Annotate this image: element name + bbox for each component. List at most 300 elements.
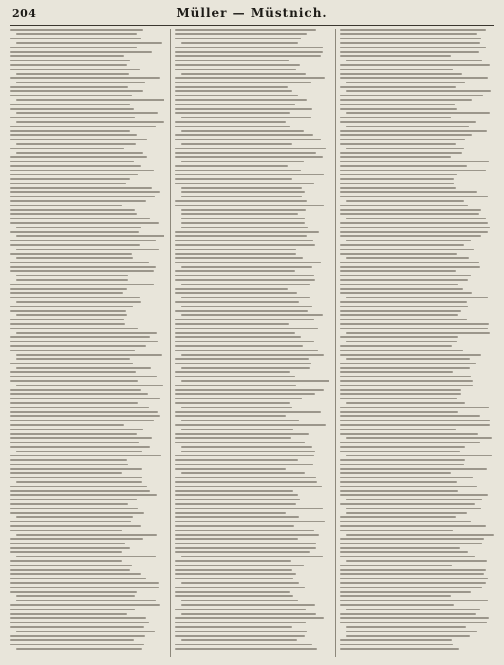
running-head: Müller — Müstnich. <box>176 6 328 20</box>
entry-line <box>175 156 323 158</box>
entry-line <box>340 481 457 483</box>
entry-line <box>340 424 490 426</box>
entry-line <box>340 174 457 176</box>
entry-line <box>181 218 305 220</box>
entry-line <box>175 319 314 321</box>
entry-line <box>175 547 316 549</box>
entry-line <box>10 565 132 567</box>
entry-line <box>340 407 489 409</box>
entry-line <box>340 639 452 641</box>
entry-line <box>10 244 140 246</box>
entry-line <box>340 398 457 400</box>
entry-line <box>340 42 480 44</box>
entry-line <box>175 512 286 514</box>
entry-line <box>175 534 319 536</box>
entry-line <box>175 464 313 466</box>
entry-line <box>340 187 456 189</box>
entry-line <box>181 209 306 211</box>
entry-line <box>10 200 146 202</box>
entry-line <box>340 516 456 518</box>
entry-line <box>10 213 137 215</box>
entry-line <box>16 73 129 75</box>
entry-line <box>346 609 480 611</box>
entry-line <box>10 209 135 211</box>
entry-line <box>340 29 486 31</box>
entry-line <box>175 644 312 646</box>
entry-line <box>340 143 456 145</box>
entry-line <box>10 130 130 132</box>
entry-line <box>181 143 292 145</box>
entry-line <box>175 55 321 57</box>
entry-line <box>10 455 161 457</box>
entry-line <box>175 433 309 435</box>
entry-line <box>10 622 149 624</box>
entry-line <box>16 33 137 35</box>
entry-line <box>340 121 476 123</box>
entry-line <box>10 350 135 352</box>
entry-line <box>340 591 471 593</box>
entry-line <box>16 152 143 154</box>
entry-line <box>340 371 453 373</box>
entry-line <box>175 336 301 338</box>
entry-line <box>10 161 134 163</box>
header-rule <box>10 25 494 26</box>
entry-line <box>10 292 123 294</box>
entry-line <box>346 437 492 439</box>
entry-line <box>181 407 292 409</box>
entry-line <box>175 108 312 110</box>
entry-line <box>340 547 460 549</box>
entry-line <box>10 494 157 496</box>
entry-line <box>175 253 296 255</box>
entry-line <box>10 639 134 641</box>
entry-line <box>340 117 451 119</box>
entry-line <box>340 134 472 136</box>
entry-line <box>175 376 295 378</box>
entry-line <box>340 270 456 272</box>
entry-line <box>346 635 470 637</box>
entry-line <box>181 227 308 229</box>
entry-line <box>10 336 150 338</box>
entry-line <box>175 415 286 417</box>
entry-line <box>10 156 147 158</box>
entry-line <box>175 112 290 114</box>
entry-line <box>10 446 150 448</box>
entry-line <box>16 143 136 145</box>
entry-line <box>16 257 133 259</box>
entry-line <box>10 503 128 505</box>
entry-line <box>340 64 490 66</box>
entry-line <box>10 178 130 180</box>
entry-line <box>340 178 454 180</box>
entry-line <box>175 205 324 207</box>
directory-columns <box>10 29 494 657</box>
entry-line <box>10 205 122 207</box>
entry-line <box>16 595 135 597</box>
entry-line <box>181 429 293 431</box>
entry-line <box>10 468 142 470</box>
entry-line <box>16 556 156 558</box>
entry-line <box>181 213 298 215</box>
entry-line <box>10 477 142 479</box>
entry-line <box>181 600 298 602</box>
entry-line <box>10 407 149 409</box>
entry-line <box>10 420 154 422</box>
entry-line <box>10 587 159 589</box>
entry-line <box>181 222 305 224</box>
entry-line <box>175 77 325 79</box>
entry-line <box>175 609 306 611</box>
entry-line <box>175 631 307 633</box>
entry-line <box>340 380 473 382</box>
entry-line <box>10 345 146 347</box>
entry-line <box>175 648 317 650</box>
entry-line <box>10 371 136 373</box>
entry-line <box>181 582 299 584</box>
entry-line <box>10 582 159 584</box>
entry-line <box>10 196 155 198</box>
entry-line <box>10 543 125 545</box>
entry-line <box>340 345 452 347</box>
entry-line <box>340 486 477 488</box>
entry-line <box>10 218 150 220</box>
entry-line <box>10 240 156 242</box>
entry-line <box>175 33 307 35</box>
entry-line <box>346 218 486 220</box>
entry-line <box>340 319 467 321</box>
entry-line <box>181 604 315 606</box>
entry-line <box>175 459 298 461</box>
entry-line <box>175 99 307 101</box>
entry-line <box>175 402 290 404</box>
entry-line <box>10 429 143 431</box>
entry-line <box>175 332 295 334</box>
entry-line <box>10 187 152 189</box>
entry-line <box>175 389 324 391</box>
entry-line <box>346 402 465 404</box>
entry-line <box>10 551 122 553</box>
entry-line <box>175 341 314 343</box>
entry-line <box>10 306 133 308</box>
entry-line <box>181 306 312 308</box>
entry-line <box>10 437 152 439</box>
entry-line <box>175 363 311 365</box>
entry-line <box>175 323 289 325</box>
entry-line <box>175 358 309 360</box>
entry-line <box>346 148 464 150</box>
entry-line <box>10 512 144 514</box>
entry-line <box>175 275 314 277</box>
entry-line <box>175 29 316 31</box>
entry-line <box>181 420 299 422</box>
entry-line <box>175 279 315 281</box>
entry-line <box>340 227 490 229</box>
entry-line <box>175 95 298 97</box>
entry-line <box>10 459 127 461</box>
entry-line <box>16 301 141 303</box>
entry-line <box>10 464 128 466</box>
entry-line <box>175 51 323 53</box>
entry-line <box>10 442 139 444</box>
entry-line <box>181 266 312 268</box>
entry-line <box>175 481 317 483</box>
entry-line <box>175 499 300 501</box>
entry-line <box>175 235 307 237</box>
entry-line <box>175 626 292 628</box>
entry-line <box>16 600 156 602</box>
entry-line <box>16 631 155 633</box>
entry-line <box>181 196 302 198</box>
entry-line <box>340 622 487 624</box>
entry-line <box>175 69 296 71</box>
entry-line <box>340 393 461 395</box>
entry-line <box>346 112 490 114</box>
entry-line <box>346 257 469 259</box>
entry-line <box>181 161 304 163</box>
entry-line <box>181 472 305 474</box>
entry-line <box>16 516 133 518</box>
entry-line <box>340 494 488 496</box>
entry-line <box>340 525 486 527</box>
entry-line <box>175 477 316 479</box>
entry-line <box>175 521 325 523</box>
entry-line <box>340 104 455 106</box>
entry-line <box>175 148 326 150</box>
entry-line <box>10 55 124 57</box>
entry-line <box>16 82 145 84</box>
entry-line <box>340 47 486 49</box>
entry-line <box>340 253 457 255</box>
entry-line <box>16 275 128 277</box>
entry-line <box>10 525 141 527</box>
entry-line <box>175 183 314 185</box>
entry-line <box>340 459 465 461</box>
entry-line <box>16 99 164 101</box>
entry-line <box>346 560 487 562</box>
entry-line <box>175 411 321 413</box>
entry-line <box>346 297 488 299</box>
entry-line <box>10 222 159 224</box>
entry-line <box>340 472 451 474</box>
entry-line <box>10 376 157 378</box>
entry-line <box>181 556 323 558</box>
entry-line <box>175 560 291 562</box>
entry-line <box>10 51 152 53</box>
entry-line <box>16 42 162 44</box>
entry-line <box>175 371 290 373</box>
entry-line <box>175 587 305 589</box>
entry-line <box>175 200 307 202</box>
entry-line <box>10 490 150 492</box>
entry-line <box>10 253 132 255</box>
entry-line <box>10 38 141 40</box>
entry-line <box>16 354 162 356</box>
entry-line <box>346 455 492 457</box>
entry-line <box>10 644 144 646</box>
entry-line <box>10 64 127 66</box>
entry-line <box>10 389 141 391</box>
entry-line <box>346 126 469 128</box>
entry-line <box>10 626 144 628</box>
entry-line <box>340 644 453 646</box>
entry-line <box>340 582 486 584</box>
entry-line <box>340 51 479 53</box>
entry-line <box>340 565 452 567</box>
entry-line <box>340 183 454 185</box>
entry-line <box>16 385 163 387</box>
entry-line <box>10 380 138 382</box>
entry-line <box>340 213 479 215</box>
entry-line <box>340 556 475 558</box>
entry-line <box>346 82 465 84</box>
entry-line <box>181 380 329 382</box>
entry-line <box>10 341 158 343</box>
entry-line <box>175 231 319 233</box>
entry-line <box>346 534 494 536</box>
entry-line <box>16 332 157 334</box>
entry-line <box>175 262 321 264</box>
entry-line <box>10 170 154 172</box>
entry-line <box>340 73 462 75</box>
entry-line <box>340 222 488 224</box>
entry-line <box>10 499 137 501</box>
entry-line <box>346 90 491 92</box>
entry-line <box>10 393 148 395</box>
entry-line <box>340 538 484 540</box>
entry-line <box>10 95 132 97</box>
entry-line <box>16 481 142 483</box>
entry-line <box>175 178 292 180</box>
entry-line <box>346 508 481 510</box>
entry-line <box>10 538 143 540</box>
entry-line <box>175 468 286 470</box>
entry-line <box>175 573 296 575</box>
entry-line <box>181 73 306 75</box>
entry-line <box>346 341 457 343</box>
column-right <box>335 29 494 657</box>
entry-line <box>175 494 298 496</box>
entry-line <box>10 591 137 593</box>
entry-line <box>181 354 324 356</box>
entry-line <box>340 468 487 470</box>
entry-line <box>10 270 154 272</box>
entry-line <box>10 183 126 185</box>
entry-line <box>175 393 315 395</box>
entry-line <box>340 139 465 141</box>
page-header <box>10 6 494 24</box>
entry-line <box>10 433 137 435</box>
entry-line <box>340 551 468 553</box>
entry-line <box>340 328 488 330</box>
entry-line <box>175 292 297 294</box>
entry-line <box>340 99 472 101</box>
entry-line <box>175 578 293 580</box>
entry-line <box>175 240 313 242</box>
entry-line <box>10 363 133 365</box>
entry-line <box>340 451 460 453</box>
entry-line <box>10 288 127 290</box>
entry-line <box>175 508 323 510</box>
entry-line <box>175 516 299 518</box>
entry-line <box>175 398 302 400</box>
entry-line <box>340 152 462 154</box>
entry-line <box>340 69 453 71</box>
entry-line <box>340 55 451 57</box>
entry-line <box>16 227 141 229</box>
entry-line <box>10 617 146 619</box>
entry-line <box>340 521 471 523</box>
entry-line <box>175 622 306 624</box>
entry-line <box>10 108 134 110</box>
entry-line <box>175 165 288 167</box>
entry-line <box>340 587 482 589</box>
entry-line <box>10 165 141 167</box>
entry-line <box>10 547 130 549</box>
entry-line <box>340 249 474 251</box>
entry-line <box>175 595 293 597</box>
entry-line <box>175 565 304 567</box>
entry-line <box>10 174 138 176</box>
entry-line <box>181 187 302 189</box>
entry-line <box>175 617 324 619</box>
entry-line <box>175 170 301 172</box>
entry-line <box>181 117 311 119</box>
entry-line <box>175 249 296 251</box>
entry-line <box>10 310 126 312</box>
entry-line <box>16 451 142 453</box>
entry-line <box>340 464 464 466</box>
entry-line <box>346 499 482 501</box>
entry-line <box>10 560 122 562</box>
entry-line <box>340 231 488 233</box>
entry-line <box>10 297 140 299</box>
entry-line <box>10 424 124 426</box>
entry-line <box>175 126 290 128</box>
entry-line <box>340 442 480 444</box>
entry-line <box>340 543 482 545</box>
entry-line <box>10 398 160 400</box>
entry-line <box>340 433 478 435</box>
entry-line <box>175 270 295 272</box>
entry-line <box>10 117 135 119</box>
entry-line <box>10 139 147 141</box>
entry-line <box>340 354 481 356</box>
entry-line <box>340 266 480 268</box>
entry-line <box>10 77 160 79</box>
entry-line <box>175 350 318 352</box>
entry-line <box>175 385 296 387</box>
entry-line <box>175 82 311 84</box>
entry-line <box>340 503 475 505</box>
entry-line <box>16 249 159 251</box>
entry-line <box>175 486 322 488</box>
entry-line <box>346 200 464 202</box>
entry-line <box>10 573 141 575</box>
entry-line <box>10 578 146 580</box>
entry-line <box>340 292 472 294</box>
entry-line <box>16 367 151 369</box>
entry-line <box>340 196 488 198</box>
entry-line <box>175 635 305 637</box>
entry-line <box>175 569 292 571</box>
entry-line <box>10 148 124 150</box>
entry-line <box>340 165 467 167</box>
entry-line <box>175 345 303 347</box>
entry-line <box>340 161 489 163</box>
entry-line <box>340 350 463 352</box>
entry-line <box>340 420 490 422</box>
entry-line <box>340 363 476 365</box>
